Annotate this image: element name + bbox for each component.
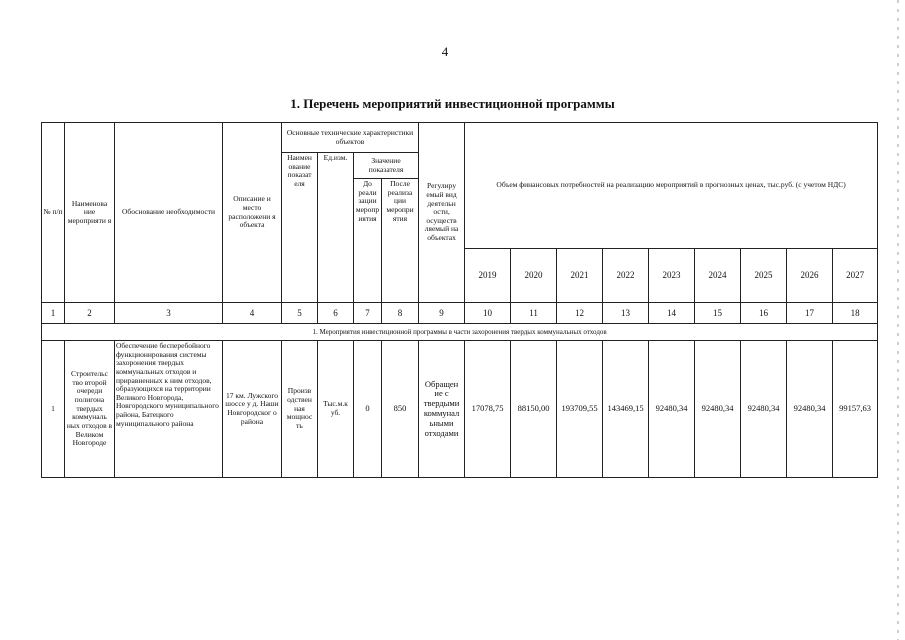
column-number: 18 [833, 303, 878, 324]
year-cell: 2027 [833, 249, 878, 303]
column-number: 9 [419, 303, 465, 324]
scan-edge-artifact [897, 0, 899, 640]
investment-program-table [41, 122, 878, 478]
column-number: 15 [695, 303, 741, 324]
header-technical-characteristics: Основные технические характеристики объектов [282, 123, 419, 153]
row-justification: Обеспечение бесперебойного функционирования системы захоронения твердых коммунальных отходов и приравненных к ним отходов, образующихся на территории Великого Новгорода, Новгородского муниципального района, Батецкого муниципального района [115, 341, 223, 478]
row-unit: Тыс.м.к уб. [318, 341, 354, 478]
header-justification: Обоснование необходимости [115, 123, 223, 303]
header-location: Описание и место расположени я объекта [223, 123, 282, 303]
row-value: 92480,34 [649, 341, 695, 478]
column-number: 2 [65, 303, 115, 324]
column-number: 4 [223, 303, 282, 324]
header-after: После реализа ции меропри ятия [382, 179, 419, 303]
header-before: До реали зации меропр иятия [354, 179, 382, 303]
year-cell: 2019 [465, 249, 511, 303]
row-value: 17078,75 [465, 341, 511, 478]
year-cell: 2026 [787, 249, 833, 303]
document-title: 1. Перечень мероприятий инвестиционной программы [290, 96, 615, 111]
column-number: 17 [787, 303, 833, 324]
page-number: 4 [441, 44, 449, 59]
row-value: 193709,55 [557, 341, 603, 478]
row-value: 92480,34 [787, 341, 833, 478]
row-after: 850 [382, 341, 419, 478]
header-indicator-value: Значение показателя [354, 153, 419, 179]
column-number: 13 [603, 303, 649, 324]
row-value: 88150,00 [511, 341, 557, 478]
column-number: 11 [511, 303, 557, 324]
header-no: № п/п [42, 123, 65, 303]
column-number: 10 [465, 303, 511, 324]
row-indicator: Произв одствен ная мощнос ть [282, 341, 318, 478]
column-number: 7 [354, 303, 382, 324]
year-cell: 2021 [557, 249, 603, 303]
header-measure-name: Наименова ние мероприяти я [65, 123, 115, 303]
column-number: 16 [741, 303, 787, 324]
row-name: Строительс тво второй очереди полигона твердых коммуналь ных отходов в Великом Новгороде [65, 341, 115, 478]
year-cell: 2020 [511, 249, 557, 303]
column-number: 6 [318, 303, 354, 324]
year-cell: 2023 [649, 249, 695, 303]
row-value: 99157,63 [833, 341, 878, 478]
header-unit: Ед.изм. [318, 153, 354, 303]
year-cell: 2024 [695, 249, 741, 303]
section-title: 1. Мероприятия инвестиционной программы в части захоронения твердых коммунальных отходов [42, 324, 878, 341]
row-no: 1 [42, 341, 65, 478]
row-location: 17 км. Лужского шоссе у д. Наши Новгородског о района [223, 341, 282, 478]
column-number: 12 [557, 303, 603, 324]
column-number: 8 [382, 303, 419, 324]
row-value: 143469,15 [603, 341, 649, 478]
header-finance: Объем финансовых потребностей на реализацию мероприятий в прогнозных ценах, тыс.руб. (с учетом НДС) [465, 123, 878, 249]
table-row [42, 341, 878, 478]
header-indicator-name: Наимен ование показат еля [282, 153, 318, 303]
row-value: 92480,34 [741, 341, 787, 478]
column-number: 5 [282, 303, 318, 324]
year-cell: 2025 [741, 249, 787, 303]
column-number: 14 [649, 303, 695, 324]
year-cell: 2022 [603, 249, 649, 303]
column-number: 1 [42, 303, 65, 324]
column-number: 3 [115, 303, 223, 324]
row-value: 92480,34 [695, 341, 741, 478]
row-activity: Обращен ие с твердыми коммунал ьными отходами [419, 341, 465, 478]
row-before: 0 [354, 341, 382, 478]
header-activity: Регулиру емый вид деятельн ости, осуществ ляемый на объектах [419, 123, 465, 303]
